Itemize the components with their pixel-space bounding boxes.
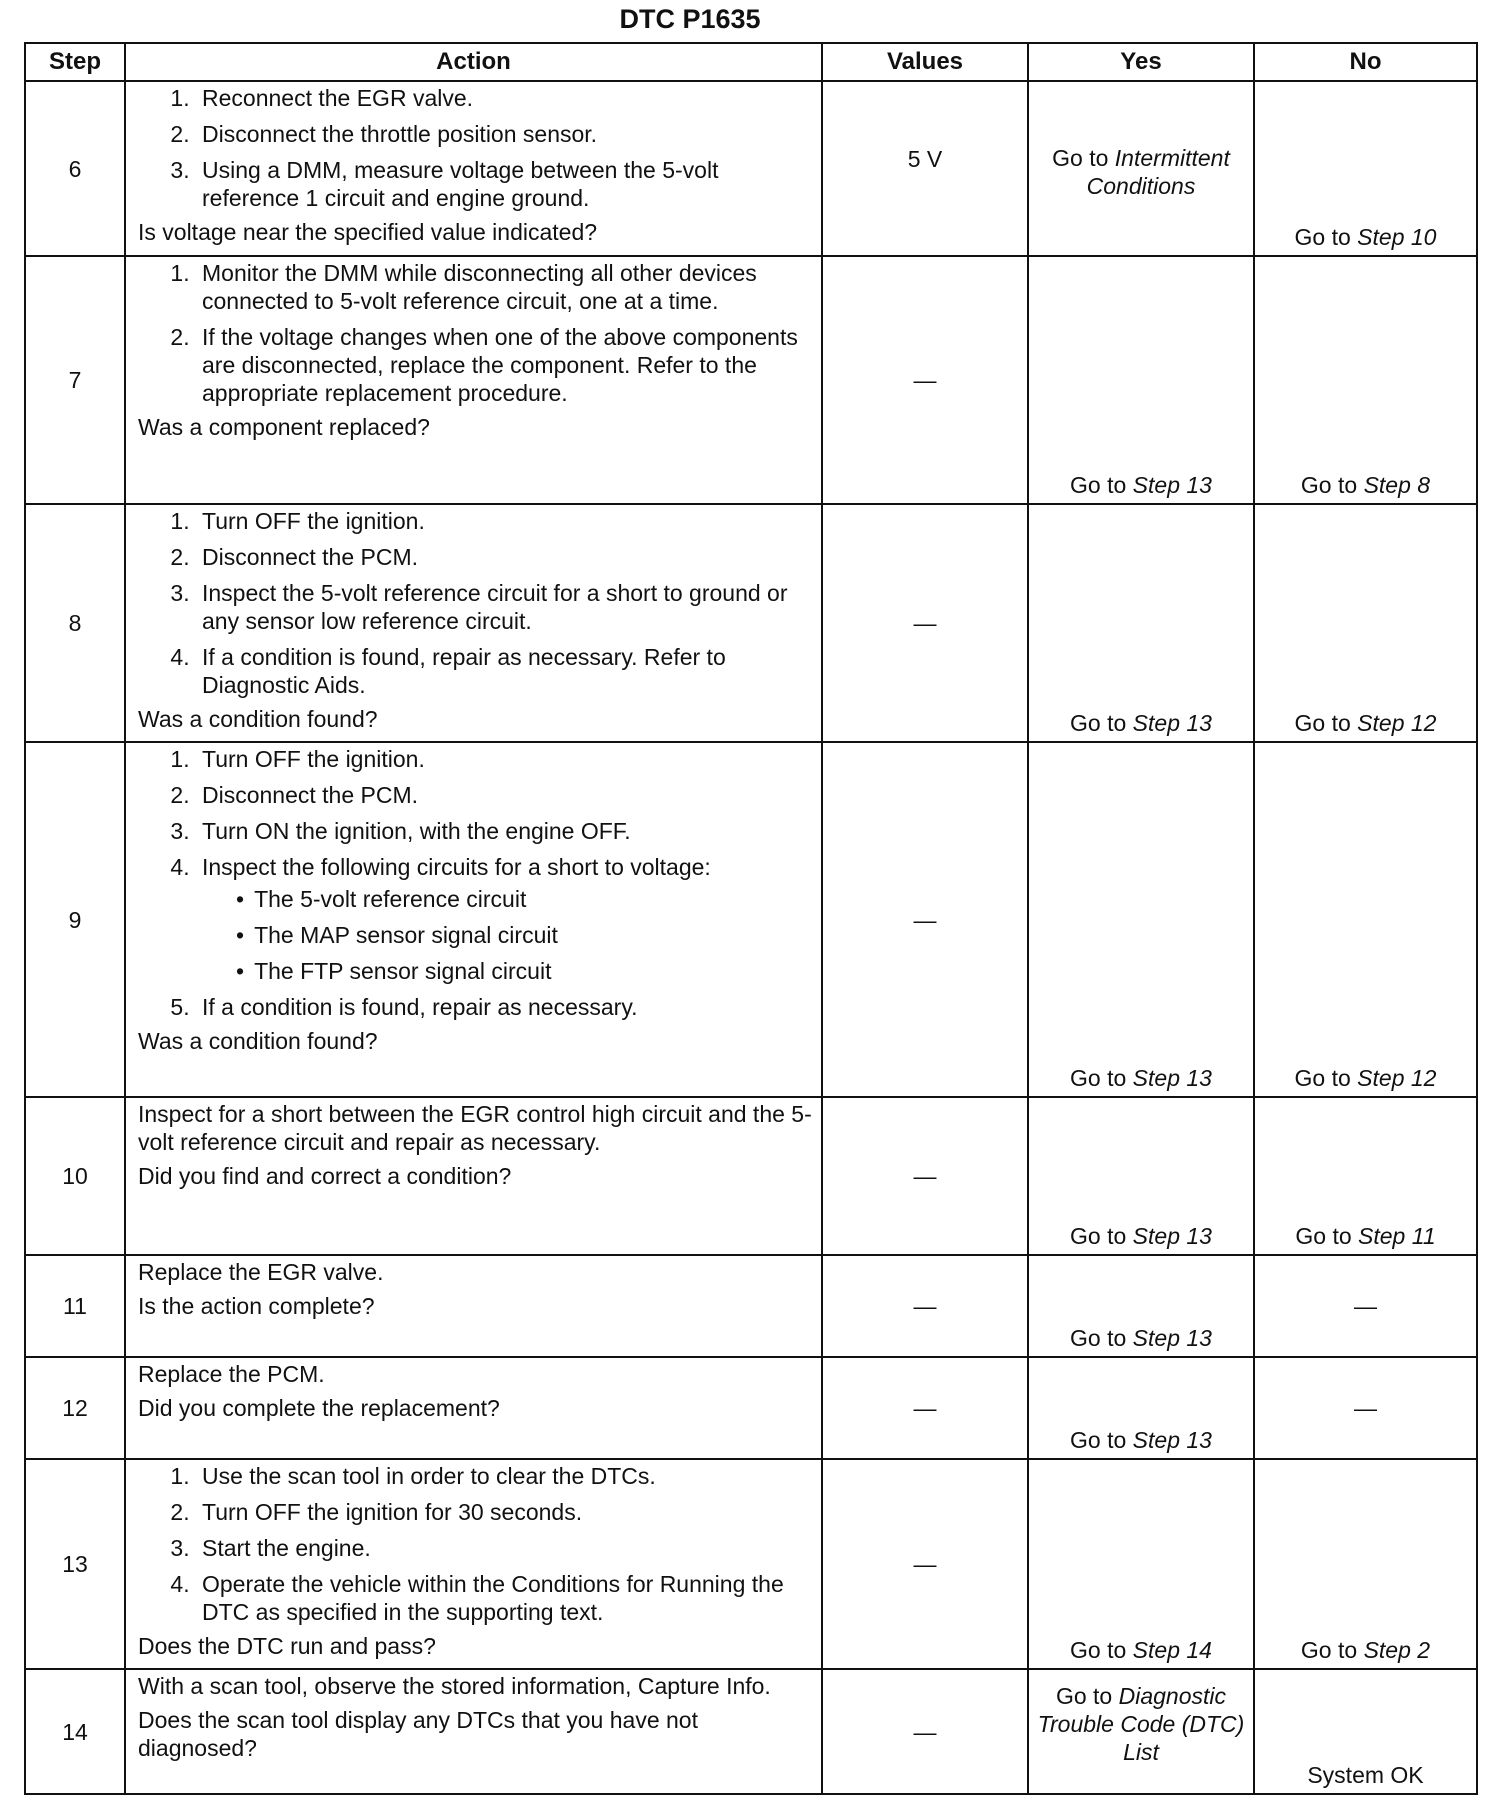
yes-prefix: Go to: [1055, 1682, 1113, 1709]
header-row: [25, 43, 1477, 81]
step-number: 10: [25, 1097, 125, 1255]
bullet-item: • The FTP sensor signal circuit: [230, 957, 813, 985]
action-list: [138, 507, 813, 699]
list-item: 1. Use the scan tool in order to clear the DTCs.: [196, 1462, 813, 1490]
action-cell: [125, 81, 822, 256]
yes-link[interactable]: Step 13: [1132, 1065, 1212, 1091]
yes-prefix: Go to: [1070, 1427, 1127, 1453]
list-item: 4. If a condition is found, repair as necessary. Refer to Diagnostic Aids.: [196, 643, 813, 699]
action-text: With a scan tool, observe the stored information, Capture Info.: [138, 1673, 771, 1699]
action-list: [138, 745, 813, 1021]
list-item: 2. Turn OFF the ignition for 30 seconds.: [196, 1498, 813, 1526]
bullet-item: • The MAP sensor signal circuit: [230, 921, 813, 949]
yes-cell: [1028, 1459, 1254, 1669]
question: Is the action complete?: [138, 1293, 375, 1319]
action-list: [138, 259, 813, 407]
yes-cell: [1028, 742, 1254, 1097]
value-cell: [822, 1669, 1028, 1794]
yes-link[interactable]: Step 13: [1132, 1325, 1212, 1351]
table-row: [25, 1255, 1477, 1357]
header-yes: Yes: [1028, 43, 1254, 81]
action-text: Replace the EGR valve.: [138, 1259, 384, 1285]
diagnostic-table: [24, 42, 1478, 1795]
action-cell: [125, 1669, 822, 1794]
page-title: DTC P1635: [619, 4, 761, 34]
question: Does the scan tool display any DTCs that you have not diagnosed?: [138, 1707, 698, 1761]
no-link[interactable]: Step 11: [1358, 1223, 1436, 1249]
header-action: Action: [125, 43, 822, 81]
step-number: 13: [25, 1459, 125, 1669]
action-cell: [125, 504, 822, 742]
step-number: 7: [25, 256, 125, 504]
value-text: —: [913, 1163, 937, 1189]
value-text: —: [913, 1551, 937, 1577]
list-item: 2. Disconnect the PCM.: [196, 781, 813, 809]
no-cell: [1254, 1357, 1477, 1459]
yes-prefix: Go to: [1070, 1637, 1127, 1663]
value-text: —: [913, 1395, 937, 1421]
no-cell: [1254, 504, 1477, 742]
no-cell: [1254, 742, 1477, 1097]
no-link[interactable]: Step 2: [1363, 1637, 1431, 1663]
action-cell: [125, 742, 822, 1097]
question: Did you complete the replacement?: [138, 1395, 500, 1421]
no-link[interactable]: Step 12: [1357, 1065, 1437, 1091]
table-row: [25, 504, 1477, 742]
step-number: 12: [25, 1357, 125, 1459]
value-cell: [822, 1255, 1028, 1357]
step-number: 6: [25, 81, 125, 256]
no-text: System OK: [1307, 1762, 1424, 1788]
yes-cell: [1028, 256, 1254, 504]
value-text: —: [913, 1293, 937, 1319]
list-item: 2. Disconnect the PCM.: [196, 543, 813, 571]
list-item: 2. Disconnect the throttle position sensor.: [196, 120, 813, 148]
action-text: Inspect for a short between the EGR control high circuit and the 5-volt reference circuit and repair as necessary.: [138, 1101, 812, 1155]
yes-prefix: Go to: [1070, 710, 1127, 736]
yes-link[interactable]: Step 13: [1132, 472, 1212, 498]
table-row: [25, 1459, 1477, 1669]
yes-prefix: Go to: [1052, 144, 1109, 171]
action-list: [138, 1462, 813, 1626]
value-text: —: [913, 1718, 937, 1745]
value-cell: [822, 1459, 1028, 1669]
action-text: Replace the PCM.: [138, 1361, 325, 1387]
no-cell: [1254, 1669, 1477, 1794]
action-cell: [125, 1255, 822, 1357]
list-item: 2. If the voltage changes when one of the above components are disconnected, replace the component. Refer to the appropriate replacement procedure.: [196, 323, 813, 407]
list-item: 1. Monitor the DMM while disconnecting all other devices connected to 5-volt reference circuit, one at a time.: [196, 259, 813, 315]
table-row: [25, 81, 1477, 256]
question: Was a condition found?: [138, 706, 378, 732]
value-cell: [822, 742, 1028, 1097]
list-item: 1. Turn OFF the ignition.: [196, 745, 813, 773]
header-step: Step: [25, 43, 125, 81]
yes-prefix: Go to: [1070, 472, 1127, 498]
list-item: 3. Using a DMM, measure voltage between the 5-volt reference 1 circuit and engine ground.: [196, 156, 813, 212]
yes-cell: [1028, 1097, 1254, 1255]
question: Does the DTC run and pass?: [138, 1633, 436, 1659]
step-number: 9: [25, 742, 125, 1097]
action-cell: [125, 256, 822, 504]
no-prefix: Go to: [1294, 224, 1351, 250]
value-cell: [822, 256, 1028, 504]
yes-cell: [1028, 1255, 1254, 1357]
question: Was a component replaced?: [138, 414, 430, 440]
value-text: 5 V: [907, 145, 943, 172]
no-link[interactable]: Step 10: [1357, 224, 1437, 250]
no-cell: [1254, 1097, 1477, 1255]
step-number: 14: [25, 1669, 125, 1794]
bullet-item: • The 5-volt reference circuit: [230, 885, 813, 913]
yes-prefix: Go to: [1070, 1325, 1127, 1351]
action-cell: [125, 1459, 822, 1669]
table-row: [25, 1357, 1477, 1459]
value-text: —: [913, 367, 937, 393]
table-row: [25, 742, 1477, 1097]
yes-prefix: Go to: [1070, 1065, 1127, 1091]
no-cell: [1254, 81, 1477, 256]
table-row: [25, 1669, 1477, 1794]
question: Was a condition found?: [138, 1028, 378, 1054]
yes-prefix: Go to: [1070, 1223, 1127, 1249]
value-cell: [822, 1097, 1028, 1255]
list-item-text: Inspect the following circuits for a short to voltage:: [202, 854, 711, 880]
list-item: 3. Turn ON the ignition, with the engine OFF.: [196, 817, 813, 845]
yes-cell: [1028, 1357, 1254, 1459]
step-number: 8: [25, 504, 125, 742]
yes-link[interactable]: Diagnostic Trouble Code (DTC) List: [1037, 1682, 1245, 1765]
question: Is voltage near the specified value indicated?: [138, 219, 598, 245]
no-cell: [1254, 1255, 1477, 1357]
no-text: —: [1354, 1293, 1377, 1319]
list-item: [196, 853, 813, 985]
action-cell: [125, 1097, 822, 1255]
yes-link[interactable]: Step 14: [1132, 1637, 1212, 1663]
action-list: [138, 84, 813, 212]
value-text: —: [913, 610, 937, 636]
no-prefix: Go to: [1294, 1065, 1351, 1091]
list-item: 3. Start the engine.: [196, 1534, 813, 1562]
list-item: 3. Inspect the 5-volt reference circuit for a short to ground or any sensor low reference circuit.: [196, 579, 813, 635]
value-text: —: [913, 906, 937, 933]
no-link[interactable]: Step 8: [1363, 472, 1431, 498]
table-row: [25, 256, 1477, 504]
no-prefix: Go to: [1295, 1223, 1352, 1249]
no-prefix: Go to: [1300, 472, 1358, 498]
yes-link[interactable]: Intermittent Conditions: [1086, 144, 1230, 199]
header-no: No: [1254, 43, 1477, 81]
list-item: 1. Turn OFF the ignition.: [196, 507, 813, 535]
header-values: Values: [822, 43, 1028, 81]
list-item: 5. If a condition is found, repair as necessary.: [196, 993, 813, 1021]
yes-cell: [1028, 81, 1254, 256]
no-link[interactable]: Step 12: [1357, 710, 1437, 736]
no-cell: [1254, 1459, 1477, 1669]
question: Did you find and correct a condition?: [138, 1163, 512, 1189]
yes-link[interactable]: Step 13: [1132, 710, 1212, 736]
bullet-list: [202, 885, 813, 985]
step-number: 11: [25, 1255, 125, 1357]
value-cell: [822, 504, 1028, 742]
yes-cell: [1028, 1669, 1254, 1794]
list-item: 1. Reconnect the EGR valve.: [196, 84, 813, 112]
yes-link[interactable]: Step 13: [1132, 1223, 1212, 1249]
no-text: —: [1354, 1395, 1377, 1421]
no-cell: [1254, 256, 1477, 504]
yes-link[interactable]: Step 13: [1132, 1427, 1212, 1453]
value-cell: [822, 1357, 1028, 1459]
list-item: 4. Operate the vehicle within the Conditions for Running the DTC as specified in the supporting text.: [196, 1570, 813, 1626]
no-prefix: Go to: [1294, 710, 1351, 736]
no-prefix: Go to: [1300, 1637, 1358, 1663]
action-cell: [125, 1357, 822, 1459]
table-row: [25, 1097, 1477, 1255]
yes-cell: [1028, 504, 1254, 742]
value-cell: [822, 81, 1028, 256]
